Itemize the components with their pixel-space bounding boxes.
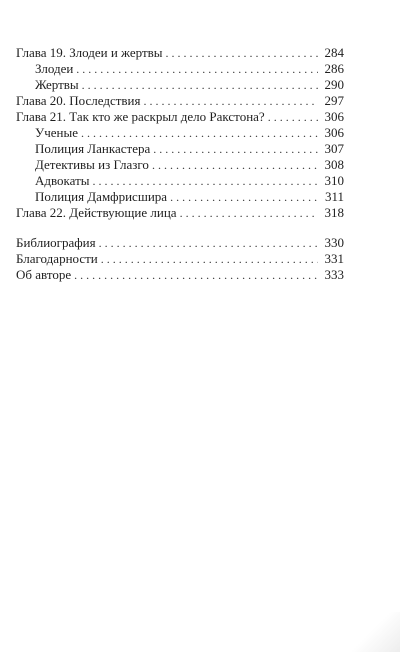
dot-leader (153, 141, 318, 157)
dot-leader (74, 267, 318, 283)
toc-entry-title: Ученые (35, 125, 78, 140)
toc-entry-page: 310 (324, 173, 344, 188)
toc-entry-bibliography (16, 235, 344, 251)
toc-entry-page: 306 (324, 109, 344, 124)
dot-leader (76, 61, 318, 77)
toc-entry-acknowledgements (16, 251, 344, 267)
toc-entry-title: Глава 20. Последствия (16, 93, 141, 108)
toc-entry-title: Библиография (16, 235, 96, 250)
toc-entry-page: 330 (324, 235, 344, 250)
dot-leader (152, 157, 318, 173)
dot-leader (81, 125, 318, 141)
toc-entry-lawyers (16, 173, 344, 189)
toc-entry-title: Благодарности (16, 251, 98, 266)
toc-entry-page: 306 (324, 125, 344, 140)
toc-chapters (16, 45, 344, 221)
toc-entry-page: 290 (324, 77, 344, 92)
toc-entry-title: Жертвы (35, 77, 79, 92)
toc-entry-title: Злодеи (35, 61, 74, 76)
toc-entry-chapter-22 (16, 205, 344, 221)
toc-entry-chapter-21 (16, 109, 344, 125)
toc-entry-title: Об авторе (16, 267, 72, 282)
toc-entry-scientists (16, 125, 344, 141)
toc-entry-title: Глава 22. Действующие лица (16, 205, 177, 220)
toc-entry-page: 308 (324, 157, 344, 172)
toc-entry-title: Детективы из Глазго (35, 157, 149, 172)
toc-entry-villains (16, 61, 344, 77)
toc-entry-title: Полиция Ланкастера (35, 141, 151, 156)
toc-entry-glasgow-detectives (16, 157, 344, 173)
toc-entry-about-author (16, 267, 344, 283)
dot-leader (144, 93, 319, 109)
dot-leader (180, 205, 318, 221)
dot-leader (82, 77, 318, 93)
toc-entry-chapter-20 (16, 93, 344, 109)
toc-entry-page: 307 (324, 141, 344, 156)
toc-entry-page: 286 (324, 61, 344, 76)
toc-entry-victims (16, 77, 344, 93)
toc-entry-title: Глава 19. Злодеи и жертвы (16, 45, 163, 60)
toc-back-matter (16, 235, 344, 283)
toc-entry-chapter-19 (16, 45, 344, 61)
dot-leader (99, 235, 318, 251)
toc-entry-title: Глава 21. Так кто же раскрыл дело Ракстона? (16, 109, 265, 124)
dot-leader (101, 251, 318, 267)
toc-entry-page: 318 (324, 205, 344, 220)
toc-entry-title: Адвокаты (35, 173, 90, 188)
toc-entry-page: 333 (324, 267, 344, 282)
dot-leader (166, 45, 319, 61)
dot-leader (170, 189, 318, 205)
dot-leader (268, 109, 318, 125)
dot-leader (93, 173, 318, 189)
toc-entry-dumfriesshire-police (16, 189, 344, 205)
toc-entry-page: 331 (324, 251, 344, 266)
table-of-contents (16, 45, 344, 283)
toc-entry-page: 311 (324, 189, 344, 204)
toc-entry-title: Полиция Дамфрисшира (35, 189, 168, 204)
toc-entry-page: 297 (324, 93, 344, 108)
toc-entry-page: 284 (324, 45, 344, 60)
toc-entry-lancaster-police (16, 141, 344, 157)
